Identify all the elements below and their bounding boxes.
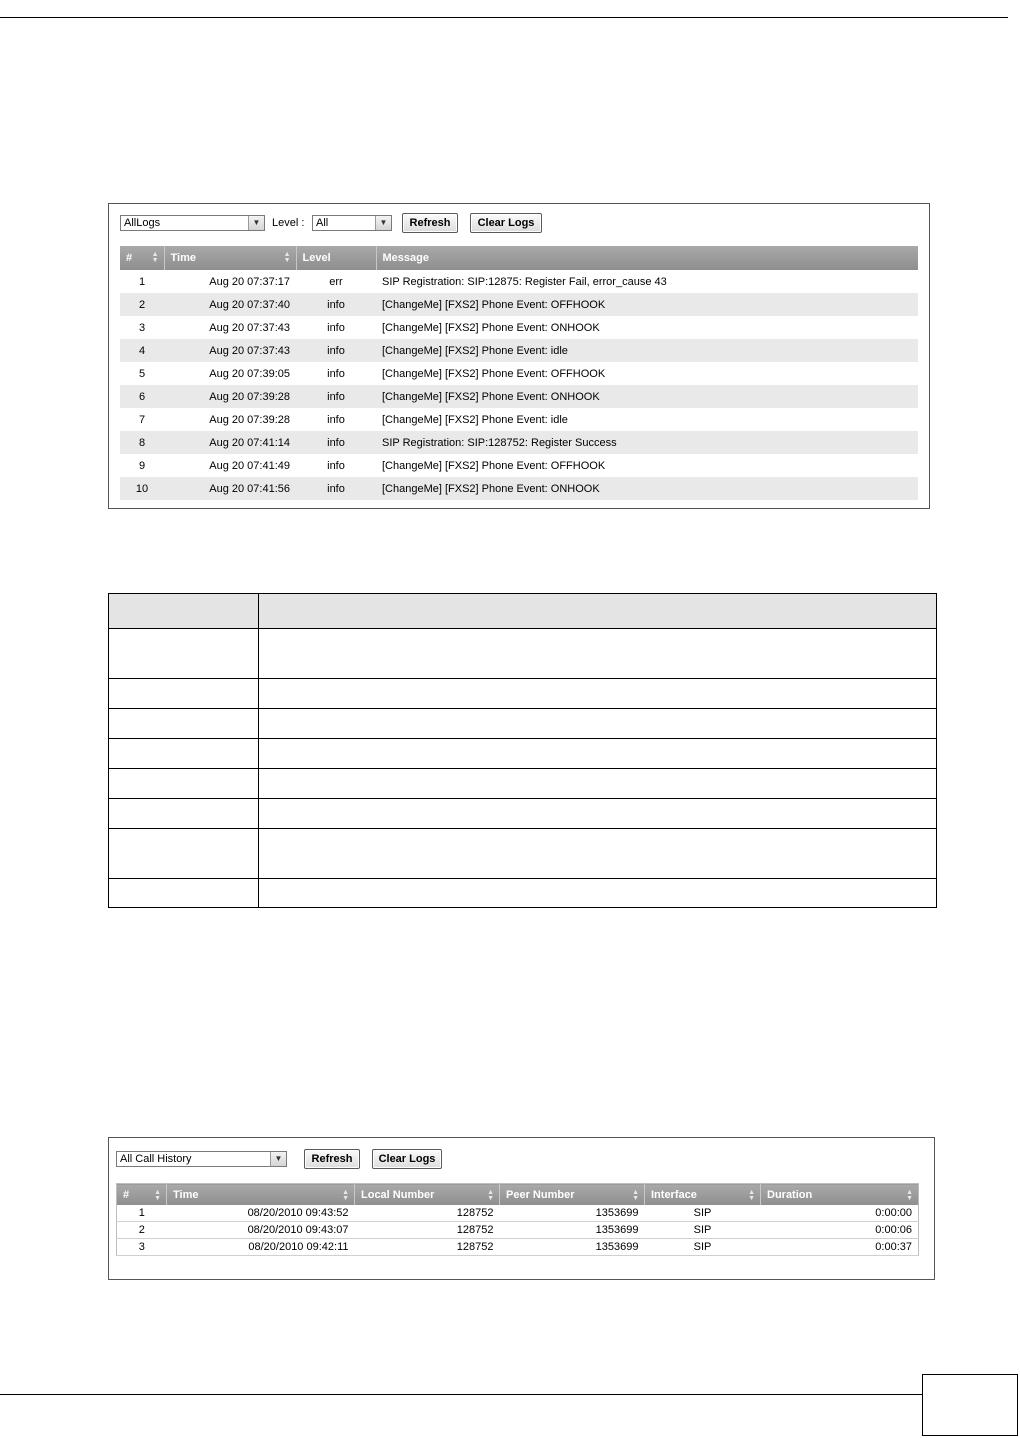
row-number: 2 [117,1222,167,1239]
call-clear-logs-button[interactable]: Clear Logs [372,1149,442,1169]
row-message: [ChangeMe] [FXS2] Phone Event: idle [376,339,918,362]
table-row [109,879,937,908]
row-message: SIP Registration: SIP:12875: Register Fail, error_cause 43 [382,275,667,288]
sort-icon: ▲ ▼ [632,1189,639,1202]
row-local-number: 128752 [355,1239,500,1256]
level-select[interactable] [312,215,392,231]
row-level: info [296,339,376,362]
chevron-down-icon: ▼ [375,216,391,230]
row-level: info [296,431,376,454]
row-level: info [327,321,345,334]
row-time: Aug 20 07:41:56 [164,477,296,500]
level-value: All [316,217,329,229]
log-category-value: AllLogs [124,217,161,229]
table-row [109,629,937,679]
row-level: info [296,293,376,316]
row-number: 3 [138,321,146,334]
table-header-row [117,1184,919,1206]
call-refresh-button[interactable]: Refresh [304,1149,360,1169]
column-header-level: Level [296,246,376,270]
table-row [109,679,937,709]
page-number-box [922,1374,1018,1436]
row-time: 08/20/2010 09:42:11 [167,1239,355,1256]
row-duration: 0:00:06 [761,1222,919,1239]
table-row [120,454,918,477]
call-history-value: All Call History [120,1153,192,1165]
table-row [120,270,918,293]
row-peer-number: 1353699 [500,1239,645,1256]
row-interface: SIP [645,1222,761,1239]
row-time: 08/20/2010 09:43:52 [167,1205,355,1222]
sort-icon: ▲ ▼ [748,1189,755,1202]
row-local-number: 128752 [355,1222,500,1239]
row-message: [ChangeMe] [FXS2] Phone Event: idle [382,413,568,426]
column-header-time[interactable]: Time ▲ ▼ [167,1184,355,1206]
sort-icon: ▲ ▼ [906,1189,913,1202]
table-row [109,709,937,739]
row-number: 5 [138,367,146,380]
table-row [109,829,937,879]
row-time: 08/20/2010 09:43:07 [167,1222,355,1239]
row-level: info [327,367,345,380]
call-history-table [116,1183,919,1256]
row-message: [ChangeMe] [FXS2] Phone Event: ONHOOK [376,385,918,408]
row-message: [ChangeMe] [FXS2] Phone Event: OFFHOOK [382,459,606,472]
sort-icon: ▲ ▼ [487,1189,494,1202]
refresh-button[interactable]: Refresh [402,213,458,233]
row-time: Aug 20 07:37:40 [164,293,296,316]
table-row [120,316,918,339]
column-header-number[interactable]: # ▲ ▼ [117,1184,167,1206]
label-column-header [109,594,259,629]
field-description-table [108,593,937,908]
table-row [120,477,918,500]
row-number: 8 [120,431,164,454]
table-row [109,769,937,799]
row-time: Aug 20 07:37:17 [209,275,290,288]
column-header-number[interactable]: # ▲ ▼ [120,246,164,270]
row-level: info [327,413,345,426]
table-header-row [120,246,918,270]
column-header-local-number[interactable]: Local Number ▲ ▼ [355,1184,500,1206]
column-header-peer-number[interactable]: Peer Number ▲ ▼ [500,1184,645,1206]
table-row [120,431,918,454]
table-header-row [109,594,937,629]
table-row [120,362,918,385]
table-row [120,385,918,408]
row-peer-number: 1353699 [500,1222,645,1239]
sort-icon: ▲ ▼ [283,251,291,264]
row-number: 1 [117,1205,167,1222]
column-header-duration[interactable]: Duration ▲ ▼ [761,1184,919,1206]
table-row [120,293,918,316]
row-time: Aug 20 07:39:28 [164,385,296,408]
clear-logs-button[interactable]: Clear Logs [470,213,542,233]
row-time: Aug 20 07:37:43 [164,339,296,362]
sort-icon: ▲ ▼ [154,1189,161,1202]
column-header-time[interactable]: Time ▲ ▼ [164,246,296,270]
row-number: 1 [138,275,146,288]
row-interface: SIP [645,1205,761,1222]
row-message: [ChangeMe] [FXS2] Phone Event: OFFHOOK [376,293,918,316]
row-level: info [327,459,345,472]
row-message: [ChangeMe] [FXS2] Phone Event: ONHOOK [376,477,918,500]
row-time: Aug 20 07:39:28 [209,413,290,426]
row-time: Aug 20 07:37:43 [209,321,290,334]
table-row [117,1222,919,1239]
row-time: Aug 20 07:39:05 [209,367,290,380]
table-row [120,339,918,362]
row-message: [ChangeMe] [FXS2] Phone Event: OFFHOOK [382,367,606,380]
row-level: info [296,385,376,408]
table-row [109,739,937,769]
table-row [120,408,918,431]
footer-rule [0,1394,922,1395]
row-time: Aug 20 07:41:49 [209,459,290,472]
row-time: Aug 20 07:41:14 [164,431,296,454]
row-number: 4 [120,339,164,362]
system-log-table [120,246,918,500]
header-rule [0,17,1008,18]
column-header-message: Message [376,246,918,270]
table-row [117,1239,919,1256]
chevron-down-icon: ▼ [248,216,264,230]
row-number: 2 [120,293,164,316]
row-duration: 0:00:37 [761,1239,919,1256]
row-message: SIP Registration: SIP:128752: Register Success [376,431,918,454]
row-message: [ChangeMe] [FXS2] Phone Event: ONHOOK [382,321,600,334]
row-level: info [296,477,376,500]
chevron-down-icon: ▼ [270,1152,286,1166]
description-column-header [259,594,937,629]
row-peer-number: 1353699 [500,1205,645,1222]
column-header-interface[interactable]: Interface ▲ ▼ [645,1184,761,1206]
row-number: 3 [117,1239,167,1256]
row-local-number: 128752 [355,1205,500,1222]
row-duration: 0:00:00 [761,1205,919,1222]
sort-icon: ▲ ▼ [342,1189,349,1202]
row-number: 6 [120,385,164,408]
row-number: 9 [138,459,146,472]
row-number: 10 [120,477,164,500]
log-category-select[interactable] [120,215,265,231]
call-history-select[interactable] [116,1151,287,1167]
row-number: 7 [138,413,146,426]
sort-icon: ▲ ▼ [151,251,159,264]
row-level: err [329,275,343,288]
table-row [117,1205,919,1222]
table-row [109,799,937,829]
level-label: Level : [272,217,305,229]
row-interface: SIP [645,1239,761,1256]
